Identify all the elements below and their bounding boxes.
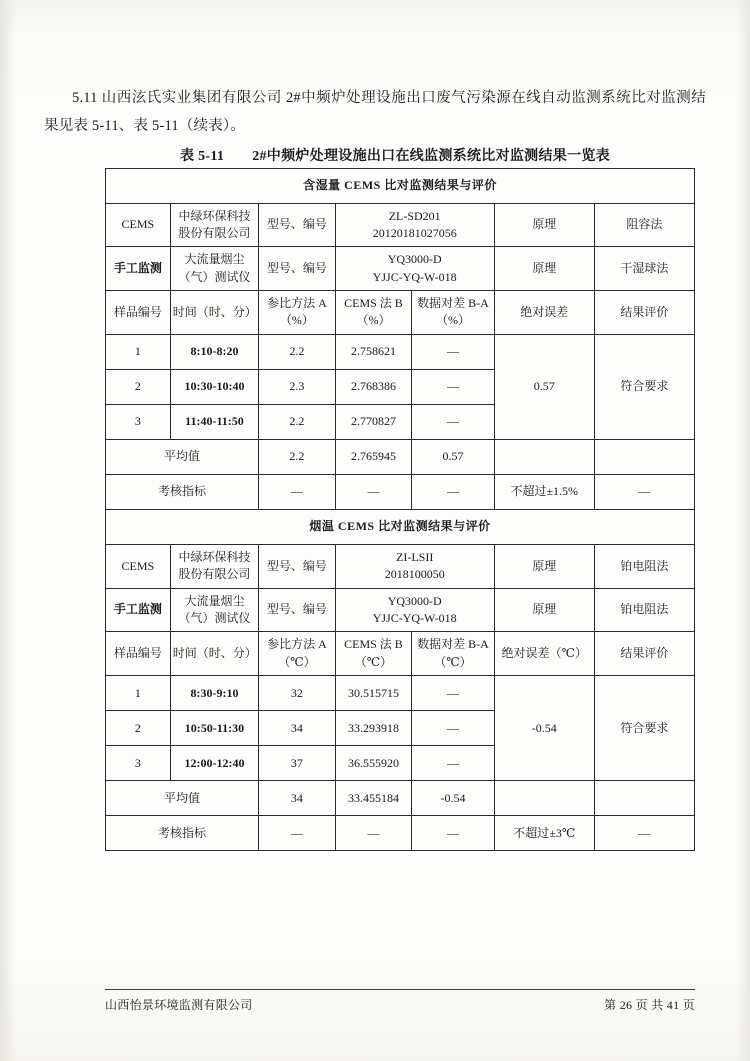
sample-time: 11:40-11:50 — [170, 404, 258, 439]
value-cems-b: 2.758621 — [335, 334, 412, 369]
manual-principle-value-temperature: 铂电阻法 — [594, 588, 694, 632]
standard-limit-humidity: 不超过±1.5% — [494, 474, 594, 509]
value-diff: — — [412, 711, 494, 746]
value-method-a: 2.2 — [259, 334, 336, 369]
sample-time: 12:00-12:40 — [170, 746, 258, 781]
value-method-a: 34 — [259, 711, 336, 746]
evaluation-value-humidity: 符合要求 — [594, 334, 694, 439]
average-label-humidity: 平均值 — [106, 439, 259, 474]
manual-serial-text-humidity: YJJC-YQ-W-018 — [372, 269, 457, 284]
value-cems-b: 36.555920 — [335, 746, 412, 781]
cems-principle-label-humidity: 原理 — [494, 203, 594, 247]
manual-principle-label-temperature: 原理 — [494, 588, 594, 632]
table-row — [106, 544, 695, 588]
sample-no: 3 — [106, 404, 171, 439]
value-diff: — — [412, 334, 494, 369]
manual-model-text-temperature: YQ3000-D — [387, 593, 442, 608]
cems-model-text-temperature: ZI-LSII — [396, 549, 434, 564]
sample-no: 2 — [106, 369, 171, 404]
footer-company: 山西怡景环境监测有限公司 — [105, 998, 253, 1012]
intro-text: 5.11 山西泫氏实业集团有限公司 2#中频炉处理设施出口废气污染源在线自动监测系统比对监测结果见表 5-11、表 5-11（续表）。 — [44, 90, 706, 135]
header-sample-no-temperature: 样品编号 — [106, 632, 171, 676]
cems-model-label-humidity: 型号、编号 — [259, 203, 336, 247]
standard-evaluation-temperature: — — [594, 816, 694, 851]
header-evaluation-humidity: 结果评价 — [594, 291, 694, 335]
intro-paragraph — [44, 84, 706, 141]
average-method-a-temperature: 34 — [259, 781, 336, 816]
standard-evaluation-humidity: — — [594, 474, 694, 509]
value-diff: — — [412, 369, 494, 404]
manual-principle-label-humidity: 原理 — [494, 247, 594, 291]
standard-diff-temperature: — — [412, 816, 494, 851]
table-caption — [0, 145, 750, 165]
header-abs-error-humidity: 绝对误差 — [494, 291, 594, 335]
sample-time: 8:30-9:10 — [170, 676, 258, 711]
manual-model-text-humidity: YQ3000-D — [387, 252, 442, 267]
cems-serial-text-humidity: 20120181027056 — [372, 225, 457, 240]
header-evaluation-temperature: 结果评价 — [594, 632, 694, 676]
section-title-row-temperature — [106, 509, 695, 544]
value-method-a: 2.2 — [259, 404, 336, 439]
section-title-temperature: 烟温 CEMS 比对监测结果与评价 — [106, 509, 695, 544]
table-row — [106, 334, 695, 369]
average-cems-b-humidity: 2.765945 — [335, 439, 412, 474]
average-row-humidity — [106, 439, 695, 474]
manual-model-label-temperature: 型号、编号 — [259, 588, 336, 632]
cems-company-humidity: 中绿环保科技股份有限公司 — [170, 203, 258, 247]
header-method-a-temperature: 参比方法 A（℃） — [259, 632, 336, 676]
value-cems-b: 2.768386 — [335, 369, 412, 404]
table-caption-number: 表 5-11 — [179, 148, 225, 164]
header-diff-humidity: 数据对差 B-A（%） — [412, 291, 494, 335]
sample-no: 1 — [106, 676, 171, 711]
cems-label-temperature: CEMS — [106, 544, 171, 588]
page-footer — [105, 989, 695, 1013]
cems-principle-value-temperature: 铂电阻法 — [594, 544, 694, 588]
table-caption-title: 2#中频炉处理设施出口在线监测系统比对监测结果一览表 — [252, 148, 610, 164]
standard-label-humidity: 考核指标 — [106, 474, 259, 509]
average-cems-b-temperature: 33.455184 — [335, 781, 412, 816]
average-method-a-humidity: 2.2 — [259, 439, 336, 474]
manual-principle-value-humidity: 干湿球法 — [594, 247, 694, 291]
cems-model-label-temperature: 型号、编号 — [259, 544, 336, 588]
sample-no: 2 — [106, 711, 171, 746]
table-row — [106, 203, 695, 247]
average-diff-temperature: -0.54 — [412, 781, 494, 816]
cems-serial-text-temperature: 2018100050 — [384, 567, 445, 582]
cems-model-value-humidity — [335, 203, 494, 247]
manual-model-value-temperature — [335, 588, 494, 632]
average-evaluation-temperature — [594, 781, 694, 816]
standard-method-a-temperature: — — [259, 816, 336, 851]
comparison-results-table — [105, 168, 695, 852]
table-header-row-temperature — [106, 632, 695, 676]
cems-model-text-humidity: ZL-SD201 — [388, 208, 441, 223]
header-diff-temperature: 数据对差 B-A（℃） — [412, 632, 494, 676]
standard-row-humidity — [106, 474, 695, 509]
evaluation-value-temperature: 符合要求 — [594, 676, 694, 781]
value-method-a: 37 — [259, 746, 336, 781]
value-diff: — — [412, 746, 494, 781]
standard-limit-temperature: 不超过±3℃ — [494, 816, 594, 851]
header-sample-no-humidity: 样品编号 — [106, 291, 171, 335]
sample-time: 8:10-8:20 — [170, 334, 258, 369]
average-abs-error-humidity — [494, 439, 594, 474]
abs-error-value-temperature: -0.54 — [494, 676, 594, 781]
cems-label-humidity: CEMS — [106, 203, 171, 247]
section-title-row-humidity — [106, 168, 695, 203]
value-cems-b: 2.770827 — [335, 404, 412, 439]
standard-row-temperature — [106, 816, 695, 851]
standard-label-temperature: 考核指标 — [106, 816, 259, 851]
average-abs-error-temperature — [494, 781, 594, 816]
section-title-humidity: 含湿量 CEMS 比对监测结果与评价 — [106, 168, 695, 203]
average-row-temperature — [106, 781, 695, 816]
header-method-a-humidity: 参比方法 A（%） — [259, 291, 336, 335]
manual-instrument-humidity: 大流量烟尘（气）测试仪 — [170, 247, 258, 291]
table-row — [106, 676, 695, 711]
manual-model-value-humidity — [335, 247, 494, 291]
header-cems-b-temperature: CEMS 法 B（℃） — [335, 632, 412, 676]
header-time-temperature: 时间（时、分） — [170, 632, 258, 676]
manual-label-temperature: 手工监测 — [106, 588, 171, 632]
cems-principle-label-temperature: 原理 — [494, 544, 594, 588]
standard-diff-humidity: — — [412, 474, 494, 509]
standard-cems-b-humidity: — — [335, 474, 412, 509]
standard-method-a-humidity: — — [259, 474, 336, 509]
sample-no: 3 — [106, 746, 171, 781]
sample-no: 1 — [106, 334, 171, 369]
cems-model-value-temperature — [335, 544, 494, 588]
sample-time: 10:50-11:30 — [170, 711, 258, 746]
header-time-humidity: 时间（时、分） — [170, 291, 258, 335]
manual-instrument-temperature: 大流量烟尘（气）测试仪 — [170, 588, 258, 632]
table-row — [106, 588, 695, 632]
value-diff: — — [412, 404, 494, 439]
standard-cems-b-temperature: — — [335, 816, 412, 851]
manual-serial-text-temperature: YJJC-YQ-W-018 — [372, 611, 457, 626]
header-abs-error-temperature: 绝对误差（℃） — [494, 632, 594, 676]
header-cems-b-humidity: CEMS 法 B（%） — [335, 291, 412, 335]
sample-time: 10:30-10:40 — [170, 369, 258, 404]
footer-page-info: 第 26 页 共 41 页 — [604, 998, 695, 1012]
value-cems-b: 33.293918 — [335, 711, 412, 746]
value-method-a: 2.3 — [259, 369, 336, 404]
value-method-a: 32 — [259, 676, 336, 711]
value-cems-b: 30.515715 — [335, 676, 412, 711]
table-row — [106, 247, 695, 291]
value-diff: — — [412, 676, 494, 711]
average-diff-humidity: 0.57 — [412, 439, 494, 474]
average-label-temperature: 平均值 — [106, 781, 259, 816]
average-evaluation-humidity — [594, 439, 694, 474]
manual-label-humidity: 手工监测 — [106, 247, 171, 291]
cems-principle-value-humidity: 阻容法 — [594, 203, 694, 247]
report-table-wrapper — [105, 168, 695, 852]
cems-company-temperature: 中绿环保科技股份有限公司 — [170, 544, 258, 588]
abs-error-value-humidity: 0.57 — [494, 334, 594, 439]
manual-model-label-humidity: 型号、编号 — [259, 247, 336, 291]
table-header-row-humidity — [106, 291, 695, 335]
